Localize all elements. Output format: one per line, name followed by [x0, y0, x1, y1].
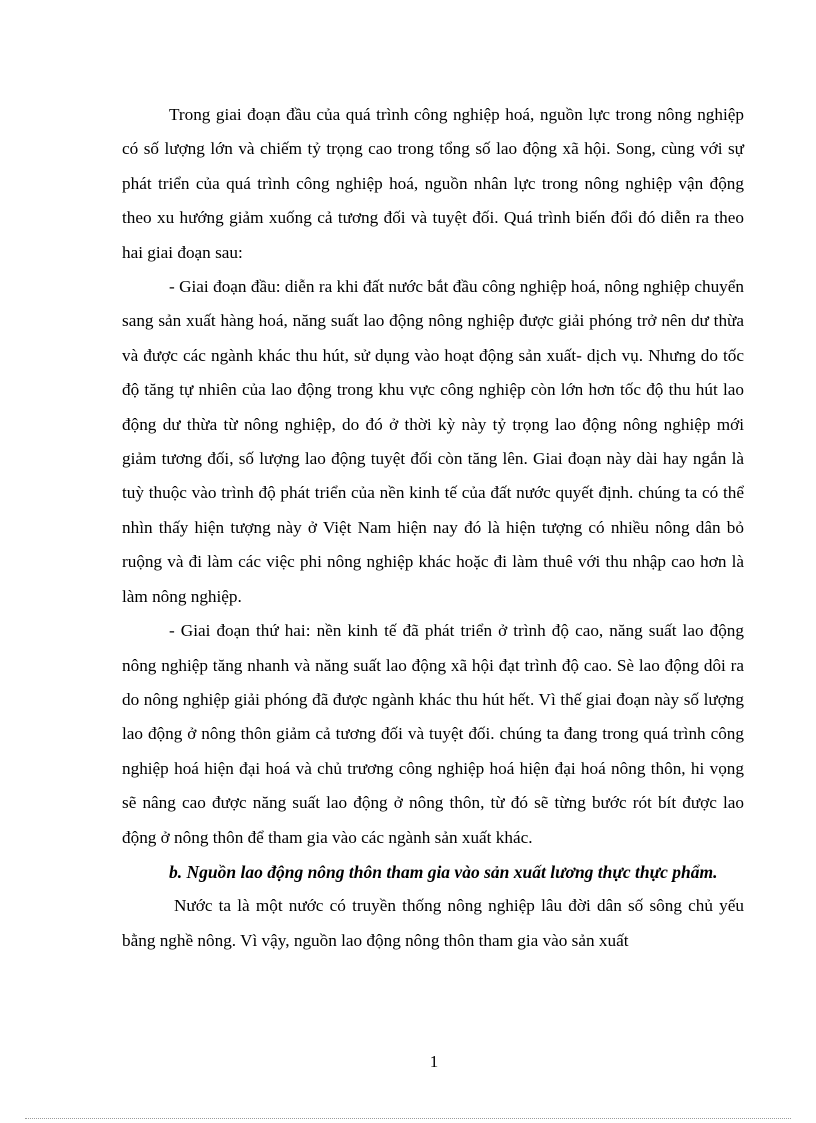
- paragraph-stage-one: - Giai đoạn đầu: diễn ra khi đất nước bắt đầu công nghiệp hoá, nông nghiệp chuyển sang sản xuất hàng hoá, năng suất lao động nông nghiệp được giải phóng trở nên dư thừa và được các ngành khác thu hút, sử dụng vào hoạt động sản xuất- dịch vụ. Nhưng do tốc độ tăng tự nhiên của lao động trong khu vực công nghiệp còn lớn hơn tốc độ thu hút lao động dư thừa từ nông nghiệp, do đó ở thời kỳ này tỷ trọng lao động nông nghiệp mới giảm tương đối, số lượng lao động tuyệt đối còn tăng lên. Giai đoạn này dài hay ngắn là tuỳ thuộc vào trình độ phát triển của nền kinh tế của đất nước quyết định. chúng ta có thể nhìn thấy hiện tượng này ở Việt Nam hiện nay đó là hiện tượng có nhiều nông dân bỏ ruộng và đi làm các việc phi nông nghiệp khác hoặc đi làm thuê với thu nhập cao hơn là làm nông nghiệp.: [122, 277, 744, 606]
- document-body: [122, 98, 744, 958]
- paragraph-stage-two: - Giai đoạn thứ hai: nền kinh tế đã phát triển ở trình độ cao, năng suất lao động nông nghiệp tăng nhanh và năng suất lao động xã hội đạt trình độ cao. Sè lao động dôi ra do nông nghiệp giải phóng đã được ngành khác thu hút hết. Vì thế giai đoạn này số lượng lao động ở nông thôn giảm cả tương đối và tuyệt đối. chúng ta đang trong quá trình công nghiệp hoá hiện đại hoá và chủ trương công nghiệp hoá hiện đại hoá nông thôn, hi vọng sẽ nâng cao được năng suất lao động ở nông thôn, từ đó sẽ từng bước rót bít được lao động ở nông thôn để tham gia vào các ngành sản xuất khác.: [122, 621, 744, 847]
- page-bottom-divider: [25, 1118, 791, 1119]
- page-number: 1: [429, 1052, 439, 1071]
- section-heading: b. Nguồn lao động nông thôn tham gia vào sản xuất lương thực thực phẩm.: [169, 861, 718, 882]
- paragraph-intro: Trong giai đoạn đầu của quá trình công nghiệp hoá, nguồn lực trong nông nghiệp có số lượng lớn và chiếm tỷ trọng cao trong tổng số lao động xã hội. Song, cùng với sự phát triển của quá trình công nghiệp hoá, nguồn nhân lực trong nông nghiệp vận động theo xu hướng giảm xuống cả tương đối và tuyệt đối. Quá trình biến đổi đó diễn ra theo hai giai đoạn sau:: [122, 105, 744, 262]
- paragraph-final: Nước ta là một nước có truyền thống nông nghiệp lâu đời dân số sông chủ yếu bằng nghề nông. Vì vậy, nguồn lao động nông thôn tham gia vào sản xuất: [122, 896, 744, 950]
